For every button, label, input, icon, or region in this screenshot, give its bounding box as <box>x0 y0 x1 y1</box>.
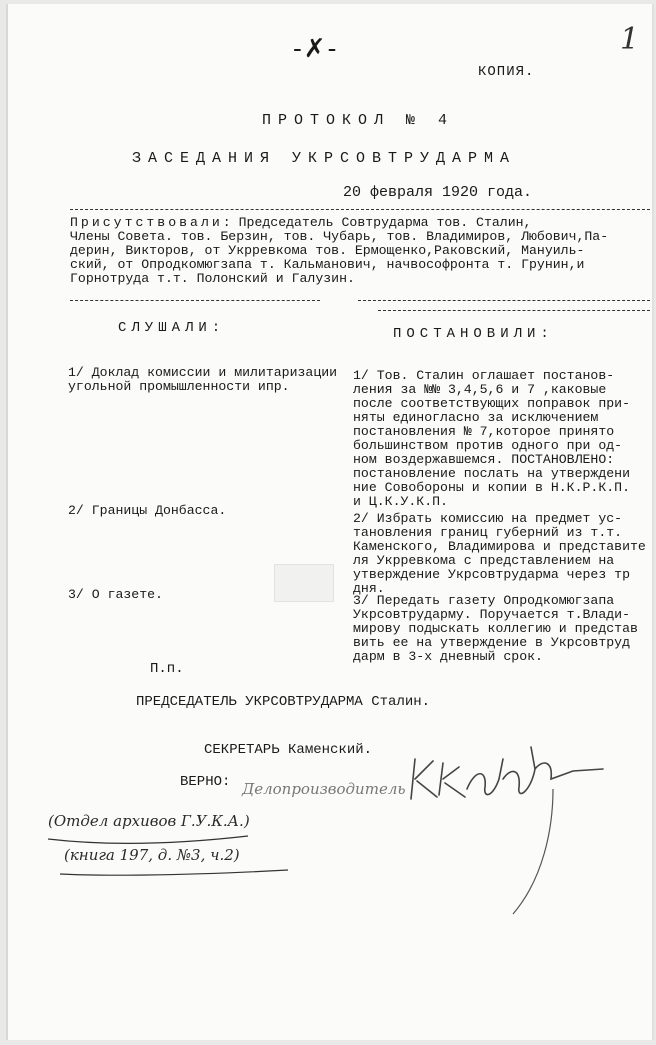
handwritten-role: Делопроизводитель <box>242 780 406 798</box>
page-number: 1 <box>620 22 640 57</box>
resolved-line: утверждение Укрсовтрударма через тр <box>353 567 630 582</box>
divider <box>378 310 650 311</box>
resolved-line: 1/ Тов. Сталин оглашает постанов- <box>353 368 615 383</box>
agenda-item-resolved <box>353 512 646 596</box>
resolved-line: Каменского, Владимирова и представите <box>353 539 646 554</box>
resolved-line: мирову подыскать коллегию и представ <box>353 621 638 636</box>
attendees-line: дерин, Викторов, от Укрревкома тов. Ермощенко,Раковский, Мануиль- <box>70 243 585 258</box>
resolved-line: вить ее на утверждение в Укрсовтруд <box>353 635 630 650</box>
signature-graphic <box>403 739 613 924</box>
attendees-label: Присутствовали <box>70 215 223 230</box>
resolved-line: ном воздержавшемся. ПОСТАНОВЛЕНО: <box>353 452 615 467</box>
attendees-line: Горнотруда т.т. Полонский и Галузин. <box>70 271 355 286</box>
resolved-line: 2/ Избрать комиссию на предмет ус- <box>353 511 623 526</box>
heard-line: 3/ О газете. <box>68 587 163 602</box>
agenda-item-resolved <box>353 369 630 509</box>
divider <box>70 300 320 301</box>
certified-label: ВЕРНО: <box>180 774 231 790</box>
crossed-mark: -✗- <box>293 34 339 64</box>
copy-label: КОПИЯ. <box>478 64 535 80</box>
agenda-item-resolved <box>353 594 638 664</box>
document-page <box>6 4 654 1040</box>
agenda-item-heard <box>68 366 337 394</box>
heard-line: 2/ Границы Донбасса. <box>68 503 227 518</box>
archive-note-2: (книга 197, д. №3, ч.2) <box>64 846 240 864</box>
resolved-line: ние Совобороны и копии в Н.К.Р.К.П. <box>353 480 630 495</box>
secretary-line: СЕКРЕТАРЬ Каменский. <box>204 742 373 758</box>
resolved-line: постановление послать на утверждени <box>353 466 630 481</box>
chairman-line: ПРЕДСЕДАТЕЛЬ УКРСОВТРУДАРМА Сталин. <box>136 694 431 710</box>
faint-stamp <box>274 564 334 602</box>
resolved-line: и Ц.К.У.К.П. <box>353 494 448 509</box>
heard-line: 1/ Доклад комиссии и милитаризации <box>68 365 338 380</box>
resolved-line: ления за №№ 3,4,5,6 и 7 ,каковые <box>353 382 607 397</box>
divider <box>70 209 650 210</box>
resolved-line: тановления границ губерний из т.т. <box>353 525 623 540</box>
attendees-line: : Председатель Совтрударма тов. Сталин, <box>222 215 532 230</box>
heard-column-heading: СЛУШАЛИ: <box>118 320 226 336</box>
attendees-line: ский, от Опродкомюгзапа т. Кальманович, начвософронта т. Грунин,и <box>70 257 585 272</box>
resolved-column-heading: ПОСТАНОВИЛИ: <box>393 326 554 342</box>
signature-note: П.п. <box>150 661 184 677</box>
resolved-line: дня. <box>353 581 385 596</box>
divider <box>358 300 650 301</box>
attendees-block <box>70 216 650 286</box>
document-title: ПРОТОКОЛ № 4 <box>262 112 455 129</box>
resolved-line: после соответствующих поправок при- <box>353 396 630 411</box>
document-subtitle: ЗАСЕДАНИЯ УКРСОВТРУДАРМА <box>132 150 517 167</box>
resolved-line: дарм в 3-х дневный срок. <box>353 649 543 664</box>
agenda-item-heard <box>68 504 226 518</box>
heard-line: угольной промышленности ипр. <box>68 379 290 394</box>
resolved-line: постановления № 7,которое принято <box>353 424 615 439</box>
document-date: 20 февраля 1920 года. <box>343 184 533 201</box>
resolved-line: 3/ Передать газету Опродкомюгзапа <box>353 593 615 608</box>
resolved-line: большинством против одного при од- <box>353 438 623 453</box>
agenda-item-heard <box>68 588 163 602</box>
resolved-line: Укрсовтрударму. Поручается т.Влади- <box>353 607 630 622</box>
archive-bracket-lines <box>38 814 298 884</box>
resolved-line: ля Укрревкома с представлением на <box>353 553 615 568</box>
attendees-line: Члены Совета. тов. Берзин, тов. Чубарь, тов. Владимиров, Любович,Па- <box>70 229 609 244</box>
resolved-line: няты единогласно за исключением <box>353 410 599 425</box>
archive-note-1: (Отдел архивов Г.У.К.А.) <box>48 812 250 830</box>
